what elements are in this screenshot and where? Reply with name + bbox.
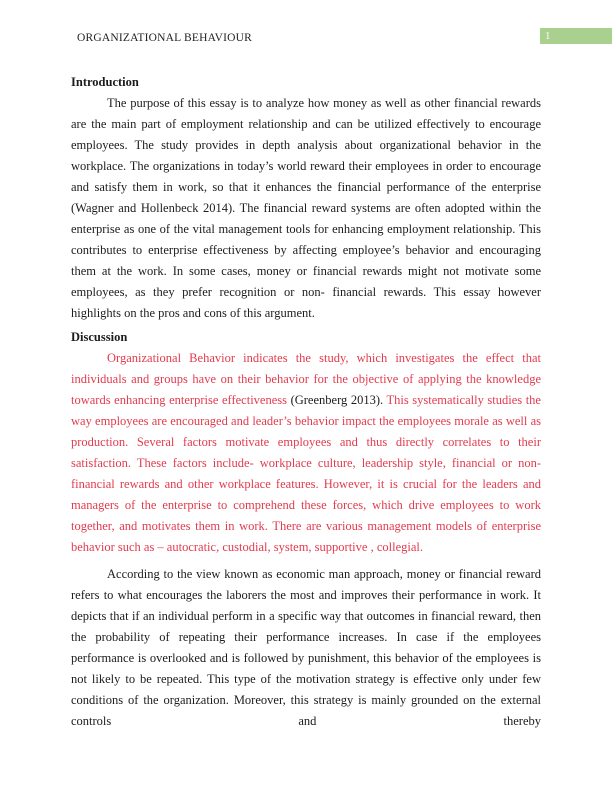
section-heading-introduction: Introduction xyxy=(71,75,139,89)
discussion-citation: (Greenberg 2013). xyxy=(290,393,384,407)
header-title: ORGANIZATIONAL BEHAVIOUR xyxy=(77,32,253,44)
discussion-red-text-2: This systematically studies the way employees are encouraged and leader’s behavior impact the employees morale as well as production. Several factors motivate employees and thus directly correlates to their satisfaction. These factors include- workplace culture, leadership style, financial or non- financial rewards and other workplace features. However, it is crucial for the leaders and managers of the enterprise to comprehend these forces, which drive employees to work together, and motivates them in work. There are various management models of enterprise behavior such as – autocratic, custodial, system, supportive , collegial. xyxy=(71,393,541,554)
document-content xyxy=(0,72,612,732)
discussion-paragraph xyxy=(71,348,541,558)
page-header xyxy=(0,0,612,45)
introduction-paragraph: The purpose of this essay is to analyze how money as well as other financial rewards are the main part of employment relationship and can be utilized effectively to encourage employees. The study provides in depth analysis about organizational behavior in the workplace. The organizations in today’s world reward their employees in order to encourage and satisfy them in work, so that it enhances the financial performance of the enterprise (Wagner and Hollenbeck 2014). The financial reward systems are often adopted within the enterprise as one of the vital management tools for enhancing employment relationship. This contributes to enterprise effectiveness by affecting employee’s behavior and encouraging them at the work. In some cases, money or financial rewards might not motivate some employees, as they prefer recognition or non- financial rewards. This essay however highlights on the pros and cons of this argument. xyxy=(71,96,541,320)
economic-man-paragraph: According to the view known as economic man approach, money or financial reward refers to what encourages the laborers the most and improves their performance in work. It depicts that if an individual perform in a specific way that outcomes in financial reward, then the probability of repeating their performance increases. In case if the employees performance is overlooked and is followed by punishment, this behavior of the employees is not likely to be repeated. This type of the motivation strategy is effective only under few conditions of the organization. Moreover, this strategy is mainly grounded on the external controls and thereby xyxy=(71,567,541,728)
section-heading-discussion: Discussion xyxy=(71,330,128,344)
page-number-badge xyxy=(540,28,612,44)
page-number: 1 xyxy=(545,30,551,42)
discussion-red-text-1: Organizational Behavior indicates the study, which investigates the effect that individuals and groups have on their behavior for the objective of applying the knowledge towards enhancing enterprise effectiveness xyxy=(71,351,541,407)
